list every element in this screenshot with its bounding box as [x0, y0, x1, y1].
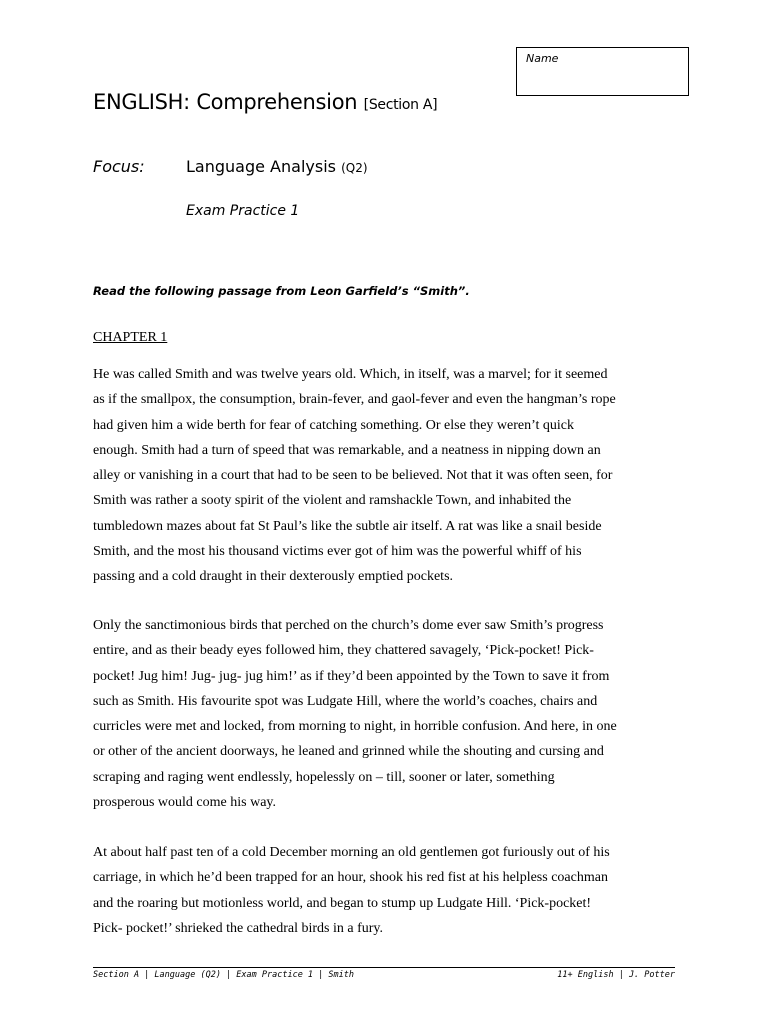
- passage-line: Smith was rather a sooty spirit of the violent and ramshackle Town, and inhabited the: [93, 493, 572, 509]
- passage-line: scraping and raging went endlessly, hopelessly on – till, sooner or later, something: [93, 769, 555, 785]
- title-main: ENGLISH: Comprehension: [93, 90, 364, 114]
- passage-line: pocket! Jug him! Jug- jug- jug him!’ as if they’d been appointed by the Town to save it from: [93, 668, 610, 684]
- passage-line: curricles were met and locked, from morning to night, in horrible confusion. And here, in one: [93, 719, 617, 735]
- page-title: [93, 90, 437, 114]
- passage-line: such as Smith. His favourite spot was Ludgate Hill, where the world’s coaches, chairs and: [93, 693, 598, 709]
- chapter-heading: CHAPTER 1: [93, 330, 168, 345]
- focus-value: [186, 157, 368, 176]
- passage-paragraph-1: [93, 362, 683, 590]
- passage-line: or other of the ancient doorways, he leaned and grinned while the shouting and cursing and: [93, 744, 604, 760]
- exam-practice-label: Exam Practice 1: [186, 203, 300, 219]
- passage-line: tumbledown mazes about fat St Paul’s like the subtle air itself. A rat was like a snail beside: [93, 518, 602, 534]
- name-field-box[interactable]: [516, 47, 689, 96]
- passage-line: and the roaring but motionless world, and began to stump up Ludgate Hill. ‘Pick-pocket!: [93, 895, 592, 911]
- passage-paragraph-3: [93, 840, 683, 941]
- passage-line: passing and a cold draught in their dexterously emptied pockets.: [93, 569, 454, 585]
- name-label: Name: [526, 52, 559, 65]
- footer-right-text: 11+ English | J. Potter: [557, 970, 675, 980]
- passage-line: had given him a wide berth for fear of catching something. Or else they weren’t quick: [93, 417, 575, 433]
- passage-line: At about half past ten of a cold December morning an old gentlemen got furiously out of his: [93, 845, 610, 860]
- passage-line: alley or vanishing in a court that had to be seen to be believed. Not that it was often seen, for: [93, 468, 613, 484]
- footer-left-text: Section A | Language (Q2) | Exam Practice 1 | Smith: [93, 970, 354, 980]
- passage-paragraph-2: [93, 613, 683, 815]
- focus-label: Focus:: [93, 157, 145, 176]
- passage-line: Only the sanctimonious birds that perched on the church’s dome ever saw Smith’s progress: [93, 618, 604, 633]
- title-section: [Section A]: [363, 97, 438, 113]
- passage-line: He was called Smith and was twelve years old. Which, in itself, was a marvel; for it seemed: [93, 367, 608, 382]
- focus-topic: Language Analysis: [186, 157, 342, 176]
- reading-instruction: Read the following passage from Leon Garfield’s “Smith”.: [93, 284, 470, 298]
- passage-line: enough. Smith had a turn of speed that was remarkable, and a neatness in nipping down an: [93, 442, 601, 458]
- footer-divider: [93, 967, 675, 968]
- passage-line: entire, and as their beady eyes followed him, they chattered savagely, ‘Pick-pocket! Pick-: [93, 643, 594, 659]
- passage-line: prosperous would come his way.: [93, 795, 277, 811]
- passage-line: as if the smallpox, the consumption, brain-fever, and gaol-fever and even the hangman’s rope: [93, 392, 616, 408]
- passage-line: carriage, in which he’d been trapped for an hour, shook his red fist at his helpless coachman: [93, 870, 608, 886]
- focus-question: (Q2): [341, 161, 368, 175]
- passage-line: Pick- pocket!’ shrieked the cathedral birds in a fury.: [93, 920, 384, 936]
- passage-line: Smith, and the most his thousand victims ever got of him was the powerful whiff of his: [93, 544, 582, 560]
